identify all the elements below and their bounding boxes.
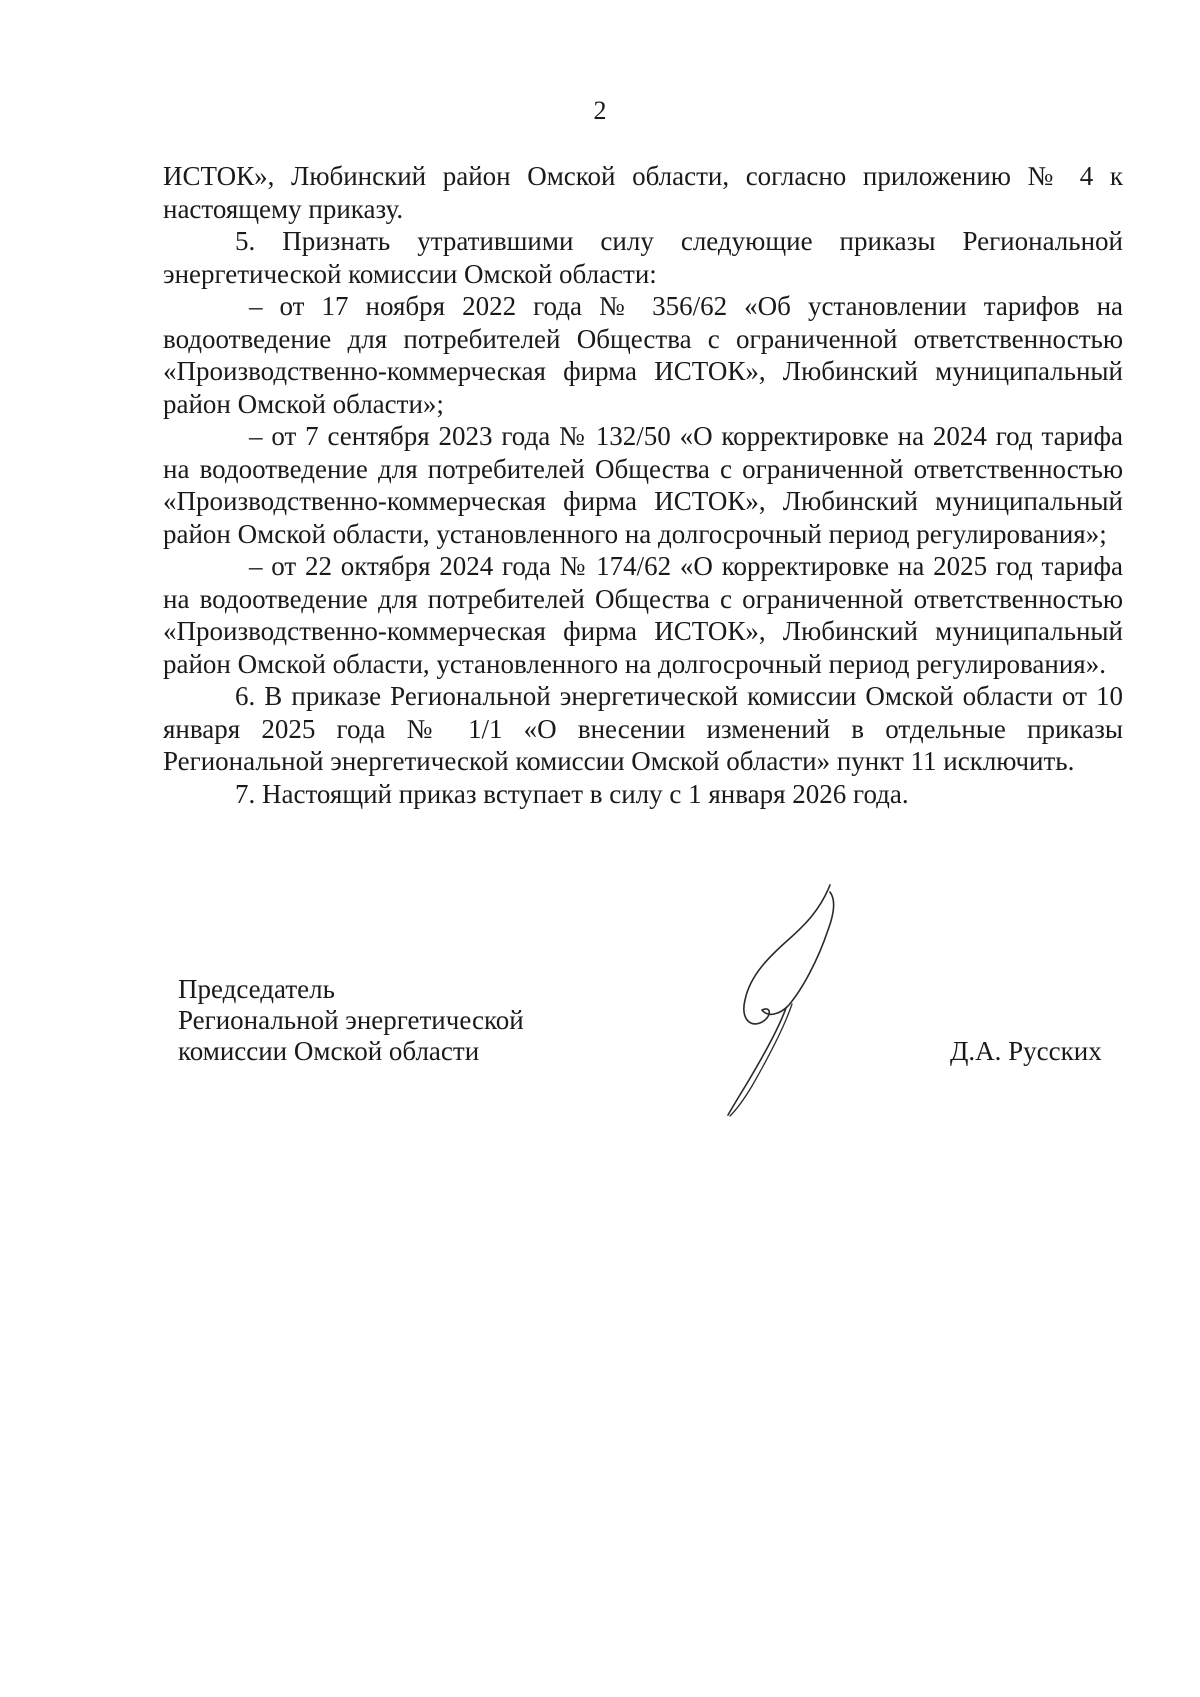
paragraph-item-6: 6. В приказе Региональной энергетической комиссии Омской области от 10 января 2025 года № 1/1 «О внесении изменений в отдельные приказы Региональной энергетической комиссии Омской области» пункт 11 исключить. bbox=[163, 681, 1123, 776]
signatory-name: Д.А. Русских bbox=[950, 1036, 1102, 1066]
page-number: 2 bbox=[593, 96, 607, 125]
paragraph-continuation: ИСТОК», Любинский район Омской области, согласно приложению № 4 к настоящему приказу. bbox=[163, 161, 1123, 224]
paragraph-item-7: 7. Настоящий приказ вступает в силу с 1 января 2026 года. bbox=[235, 778, 909, 809]
paragraph-order-2024: – от 22 октября 2024 года № 174/62 «О корректировке на 2025 год тарифа на водоотведение для потребителей Общества с ограниченной ответственностью «Производственно-коммерческая фирма ИСТОК», Любинский муниципальный район Омской области, установленного на долгосрочный период регулирования». bbox=[163, 551, 1123, 679]
signatory-title-line: комиссии Омской области bbox=[178, 1036, 480, 1066]
signatory-title-line: Председатель bbox=[178, 974, 335, 1004]
handwritten-signature bbox=[710, 880, 850, 1120]
paragraph-order-2023: – от 7 сентября 2023 года № 132/50 «О корректировке на 2024 год тарифа на водоотведение для потребителей Общества с ограниченной ответственностью «Производственно-коммерческая фирма ИСТОК», Любинский муниципальный район Омской области, установленного на долгосрочный период регулирования»; bbox=[163, 421, 1123, 549]
signatory-title-line: Региональной энергетической bbox=[178, 1005, 524, 1035]
document-body bbox=[163, 160, 1123, 810]
paragraph-item-5: 5. Признать утратившими силу следующие приказы Региональной энергетической комиссии Омской области: bbox=[163, 226, 1123, 289]
signature-stroke bbox=[744, 885, 834, 1024]
signatory-title bbox=[178, 974, 524, 1067]
paragraph-order-2022: – от 17 ноября 2022 года № 356/62 «Об установлении тарифов на водоотведение для потребителей Общества с ограниченной ответственностью «Производственно-коммерческая фирма ИСТОК», Любинский муниципальный район Омской области»; bbox=[163, 291, 1123, 419]
